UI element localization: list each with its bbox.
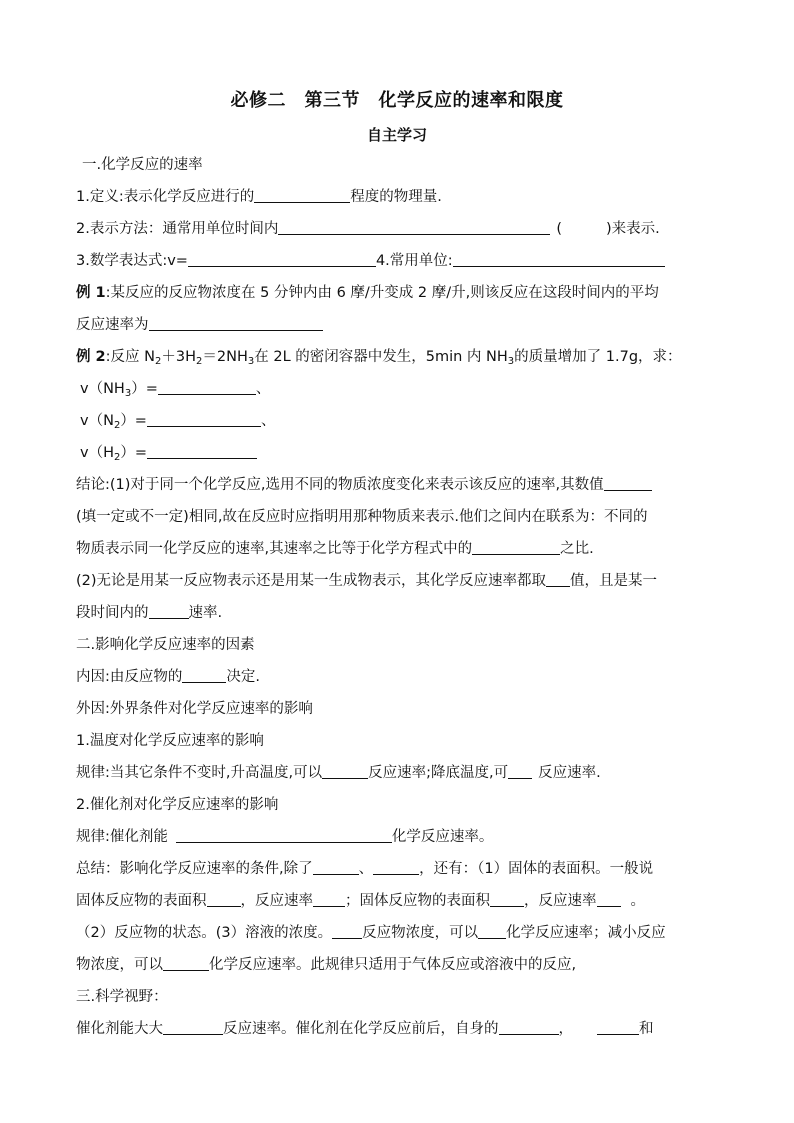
blank-field[interactable] [604,476,652,491]
rate-nh3-line: $v(NH_3)=$ 、 [80,381,271,399]
blank-field[interactable] [499,1020,559,1035]
example1-line2: 反应速率为 [76,316,323,334]
page-subtitle: 自主学习 [366,126,427,144]
blank-field[interactable] [597,1020,639,1035]
conclusion-line4: (2)无论是用某一反应物表示还是用某一生成物表示，其化学反应速率都取 值，且是某一 [76,573,658,589]
blank-field[interactable] [188,252,376,267]
blank-field[interactable] [163,956,209,971]
page-title: 必修二 第三节 化学反应的速率和限度 [230,90,564,111]
blank-field[interactable] [149,604,189,619]
blank-field[interactable] [472,540,560,555]
blank-field[interactable] [313,860,359,875]
blank-field[interactable] [147,444,257,459]
conclusion-line1: 结论:(1)对于同一个化学反应,选用不同的物质浓度变化来表示该反应的速率,其数值 [76,476,652,494]
blank-field[interactable] [207,892,241,907]
blank-field[interactable] [147,412,261,427]
blank-field[interactable] [373,860,419,875]
blank-field[interactable] [490,892,524,907]
summary-line4: 物浓度，可以 化学反应速率。此规律只适用于气体反应或溶液中的反应, [76,957,577,973]
blank-field[interactable] [254,188,350,203]
section-heading-rate: 一.化学反应的速率 [82,157,203,173]
blank-field[interactable] [322,764,368,779]
rate-n2-line: $v(N_2)=$ 、 [80,413,276,431]
section-heading-science: 三.科学视野： [76,989,168,1005]
blank-field[interactable] [176,828,392,843]
blank-field[interactable] [158,380,256,395]
conclusion-line3: 物质表示同一化学反应的速率,其速率之比等于化学方程式中的 之比. [76,541,594,557]
blank-field[interactable] [313,892,345,907]
blank-field[interactable] [597,892,621,907]
blank-field[interactable] [182,668,226,683]
blank-field[interactable] [163,1020,223,1035]
example1-line1: 例 1:某反应的反应物浓度在 5 分钟内由 6 摩/升变成 2 摩/升,则该反应在这段时间内的平均 [76,285,659,301]
catalyst-heading: 2.催化剂对化学反应速率的影响 [76,797,279,813]
blank-field[interactable] [508,764,532,779]
science-line1: 催化剂能大大 反应速率。催化剂在化学反应前后，自身的 ， 和 [76,1021,654,1037]
blank-field[interactable] [149,316,323,331]
blank-field[interactable] [278,220,550,235]
summary-line3: （2）反应物的状态。(3）溶液的浓度。 反应物浓度，可以 化学反应速率；减小反应 [76,925,666,941]
conclusion-line5: 段时间内的 速率. [76,605,223,621]
rate-h2-line: $v(H_2)=$ [80,444,257,462]
definition-line: 1.定义:表示化学反应进行的 程度的物理量. [76,189,442,205]
section-heading-factors: 二.影响化学反应速率的因素 [76,637,255,653]
inner-cause-line: 内因:由反应物的 决定. [76,669,260,685]
summary-line2: 固体反应物的表面积 ，反应速率 ；固体反应物的表面积 ，反应速率 。 [76,893,645,909]
catalyst-rule-line: 规律:催化剂能 化学反应速率。 [76,829,494,845]
summary-line1: 总结：影响化学反应速率的条件,除了 、 ，还有：（1）固体的表面积。一般说 [76,861,654,877]
conclusion-line2: (填一定或不一定)相同,故在反应时应指明用那种物质来表示.他们之间内在联系为：不同的 [76,509,648,525]
temperature-rule-line: 规律:当其它条件不变时,升高温度,可以 反应速率;降底温度,可 反应速率. [76,765,601,781]
example2-line: 例 2:反应 $N_2+3H_2=2NH_3$在 2L 的密闭容器中发生，5min 内 $NH_3$的质量增加了 1.7g，求： [76,349,682,367]
expression-line: 3.数学表达式:v= 4.常用单位: [76,252,665,270]
blank-field[interactable] [478,924,506,939]
blank-field[interactable] [332,924,362,939]
blank-field[interactable] [546,572,570,587]
representation-line: 2.表示方法：通常用单位时间内 ( )来表示. [76,221,660,237]
outer-cause-line: 外因:外界条件对化学反应速率的影响 [76,701,313,717]
blank-field[interactable] [453,252,665,267]
temperature-heading: 1.温度对化学反应速率的影响 [76,733,264,749]
